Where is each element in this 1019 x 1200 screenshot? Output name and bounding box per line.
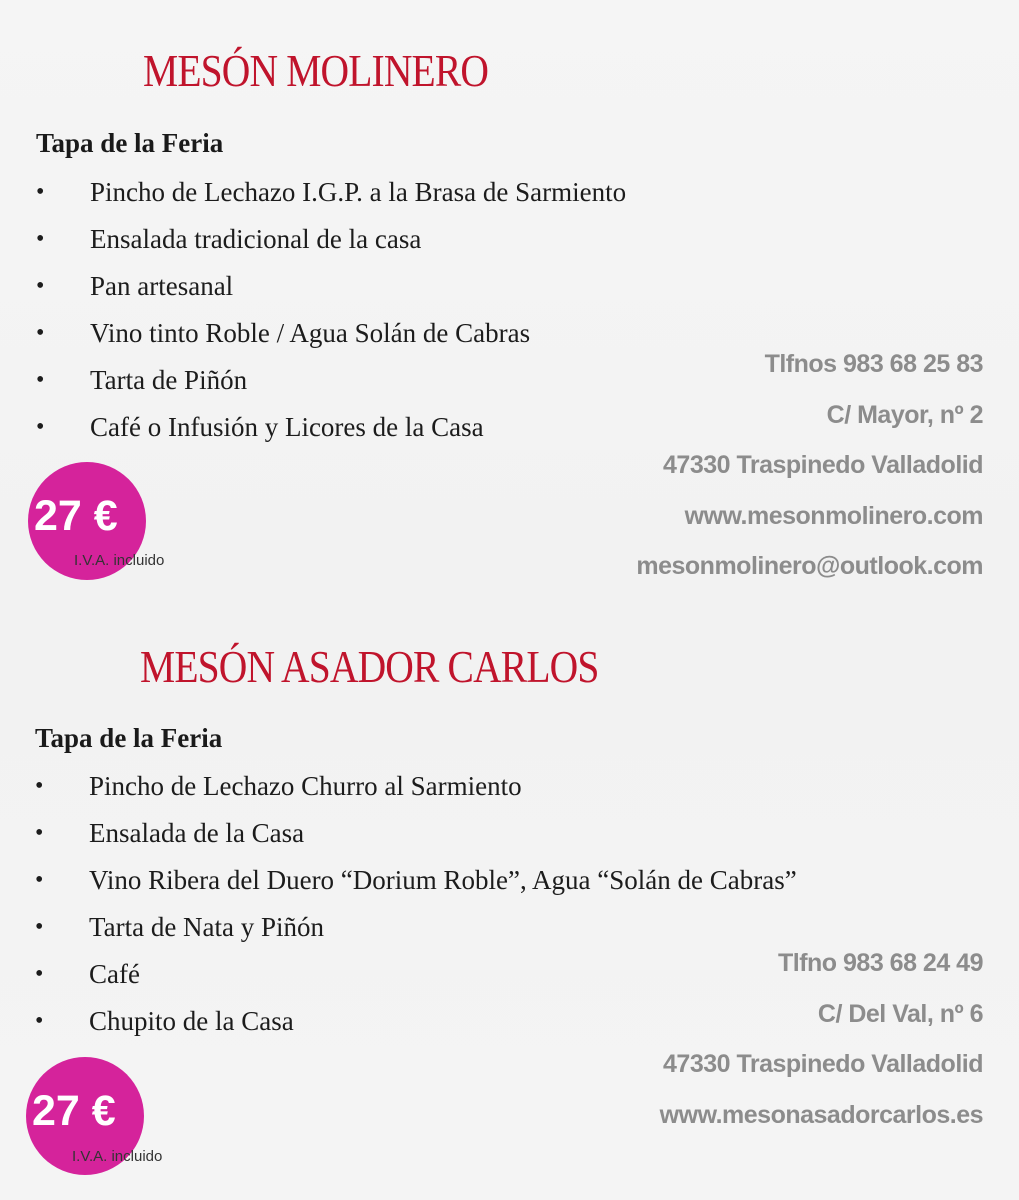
bullet-icon: • — [36, 273, 45, 299]
menu-item-text: Tarta de Piñón — [90, 365, 248, 395]
phone-text: Tlfnos 983 68 25 83 — [764, 350, 983, 378]
city-text: 47330 Traspinedo Valladolid — [663, 1050, 983, 1078]
bullet-icon: • — [35, 961, 44, 987]
menu-item-text: Pincho de Lechazo Churro al Sarmiento — [89, 771, 522, 801]
bullet-icon: • — [36, 414, 45, 440]
price-amount: 27 € — [34, 492, 118, 540]
menu-item-text: Tarta de Nata y Piñón — [89, 912, 325, 942]
address-text: C/ Mayor, nº 2 — [826, 400, 983, 429]
bullet-icon: • — [36, 179, 45, 205]
bullet-icon: • — [35, 1008, 44, 1034]
menu-item-text: Ensalada de la Casa — [89, 818, 305, 848]
menu-item-text: Café — [89, 959, 140, 989]
restaurant-title: MESÓN ASADOR CARLOS — [140, 641, 599, 692]
menu-item-text: Ensalada tradicional de la casa — [90, 224, 422, 254]
bullet-icon: • — [36, 320, 45, 346]
bullet-icon: • — [35, 867, 44, 893]
restaurant-title: MESÓN MOLINERO — [143, 45, 489, 96]
bullet-icon: • — [36, 367, 45, 393]
bullet-icon: • — [35, 773, 44, 799]
menu-item-text: Café o Infusión y Licores de la Casa — [90, 412, 484, 442]
price-amount: 27 € — [32, 1087, 116, 1135]
website-link[interactable]: www.mesonmolinero.com — [684, 501, 983, 530]
menu-item-text: Vino Ribera del Duero “Dorium Roble”, Agua “Solán de Cabras” — [89, 865, 797, 895]
menu-item-text: Pincho de Lechazo I.G.P. a la Brasa de Sarmiento — [90, 177, 627, 207]
contact-info — [636, 349, 983, 602]
price-note: I.V.A. incluido — [74, 552, 165, 569]
price-note: I.V.A. incluido — [72, 1148, 163, 1165]
contact-info — [660, 948, 983, 1150]
bullet-icon: • — [35, 820, 44, 846]
email-link[interactable]: mesonmolinero@outlook.com — [636, 552, 983, 580]
website-link[interactable]: www.mesonasadorcarlos.es — [659, 1100, 983, 1129]
address-text: C/ Del Val, nº 6 — [817, 999, 983, 1028]
tapa-heading: Tapa de la Feria — [36, 128, 224, 158]
bullet-icon: • — [36, 226, 45, 252]
phone-text: Tlfno 983 68 24 49 — [777, 949, 983, 977]
menu-item-text: Chupito de la Casa — [89, 1006, 294, 1036]
menu-item-text: Pan artesanal — [90, 271, 234, 301]
city-text: 47330 Traspinedo Valladolid — [663, 451, 983, 479]
tapa-heading: Tapa de la Feria — [35, 723, 223, 753]
bullet-icon: • — [35, 914, 44, 940]
menu-item-text: Vino tinto Roble / Agua Solán de Cabras — [90, 318, 531, 348]
